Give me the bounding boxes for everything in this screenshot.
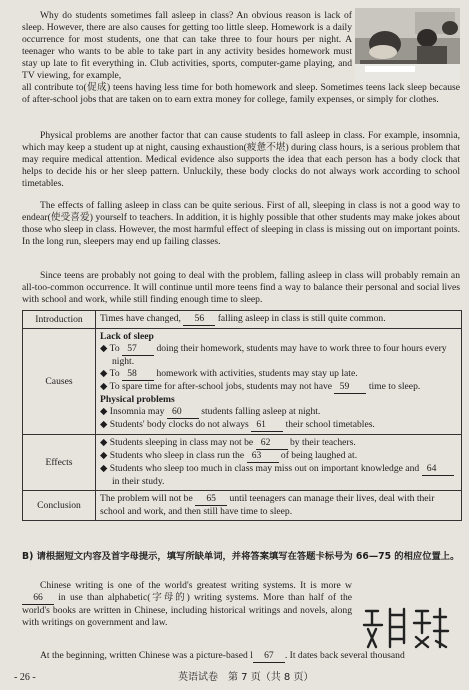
effects-label: Effects [23, 435, 96, 491]
intro-cell: Times have changed, 56 falling asleep in class is still quite common. [96, 311, 462, 329]
blank-66[interactable]: 66 [22, 592, 54, 605]
page-number: - 26 - [14, 672, 36, 683]
summary-table [22, 310, 462, 521]
conclusion-label: Conclusion [23, 491, 96, 521]
table-row [23, 491, 462, 521]
cause-item: ◆ To 57 doing their homework, students may have to work three to four hours every night. [100, 343, 447, 367]
passage-b-paragraph-1: Chinese writing is one of the world's greatest writing systems. It is more w 66 in use than alphabetic(字母的) writing systems. More than half of the world's books are written in Chinese, including historical writings and novels, along with writings on government and law. [22, 580, 353, 629]
blank-60[interactable]: 60 [167, 406, 199, 419]
blank-58[interactable]: 58 [122, 368, 154, 381]
conclusion-cell: The problem will not be 65 until teenagers can manage their lives, deal with their school and work, and then still have time to sleep. [96, 491, 462, 521]
blank-65[interactable]: 65 [195, 493, 227, 506]
passage-a-paragraph-3: The effects of falling asleep in class can be quite serious. First of all, sleeping in class is not a good way to endear(使受喜爱) yourself to teachers. In addition, it is highly possible that other students may make jokes about those who sleep in class. However, the most harmful effect of sleeping in class is missing out on important points. In the long run, sleepers may end up failing classes. [22, 200, 460, 248]
effect-item: ◆ Students who sleep in class run the 63 of being laughed at. [100, 450, 358, 461]
intro-label: Introduction [23, 311, 96, 329]
blank-64[interactable]: 64 [422, 463, 454, 476]
table-row [23, 329, 462, 435]
passage-a-paragraph-2: Physical problems are another factor that can cause students to fall asleep in class. For example, insomnia, which may keep a student up at night, causing exhaustion(疲惫不堪) during class hours, is a serious problem that may require medical attention. Medical evidence also supports the idea that each person has a body clock that helps to decide his or her sleep pattern. Unluckily, these body clocks do not always work according to school timetables. [22, 130, 460, 190]
effect-item: ◆ Students sleeping in class may not be 62 by their teachers. [100, 437, 356, 448]
effect-item: ◆ Students who sleep too much in class may miss out on important knowledge and 64 in their study. [100, 463, 457, 488]
blank-63[interactable]: 63 [247, 450, 279, 463]
physical-problems-heading: Physical problems [100, 394, 175, 405]
blank-59[interactable]: 59 [334, 381, 366, 394]
blank-56[interactable]: 56 [183, 313, 215, 326]
cause-item: ◆ Insomnia may 60 students falling asleep at night. [100, 406, 321, 417]
passage-a-paragraph-1: Why do students sometimes fall asleep in class? An obvious reason is lack of sleep. However, there are also causes for getting too little sleep. Homework is a daily occurrence for most students, one that can take three to four hours per night. A teenager who wants to be able to take part in any activity besides homework must stay up late to fit everything in. Club activities, sports, computer-game playing, and TV viewing, for example, [22, 10, 352, 82]
cause-item: ◆ To spare time for after-school jobs, students may not have 59 time to sleep. [100, 381, 421, 392]
passage-a-paragraph-1-continued: all contribute to(促成) teens having less time for both homework and sleep. Sometimes teens lack sleep because of after-school jobs that are taken on to earn extra money for college, family expenses, or simply for clothes. [22, 82, 460, 106]
page-footer [0, 672, 469, 688]
lack-of-sleep-heading: Lack of sleep [100, 331, 154, 342]
blank-61[interactable]: 61 [251, 419, 283, 432]
ancient-chinese-characters-illustration [360, 603, 460, 653]
table-row [23, 311, 462, 329]
students-sleeping-photo [355, 8, 460, 82]
exam-page-label: 英语试卷 第 7 页（共 8 页） [178, 672, 314, 683]
causes-label: Causes [23, 329, 96, 435]
passage-b-paragraph-2: At the beginning, written Chinese was a picture-based l 67 . It dates back several thousand [22, 650, 462, 663]
effects-cell [96, 435, 462, 491]
table-row [23, 435, 462, 491]
blank-57[interactable]: 57 [122, 343, 154, 356]
cause-item: ◆ To 58 homework with activities, students may stay up late. [100, 368, 358, 379]
blank-62[interactable]: 62 [256, 437, 288, 450]
causes-cell [96, 329, 462, 435]
section-b-instruction: B) 请根据短文内容及首字母提示，填写所缺单词，并将答案填写在答题卡标号为 66—75 的相应位置上。 [22, 551, 460, 562]
blank-67[interactable]: 67 [253, 650, 285, 663]
cause-item: ◆ Students' body clocks do not always 61 their school timetables. [100, 419, 375, 430]
passage-a-paragraph-4: Since teens are probably not going to deal with the problem, falling asleep in class will probably remain an all-too-common occurrence. It will continue until more teens find a way to balance their personal and social lives with school and work, while still finding enough time to sleep. [22, 270, 460, 306]
